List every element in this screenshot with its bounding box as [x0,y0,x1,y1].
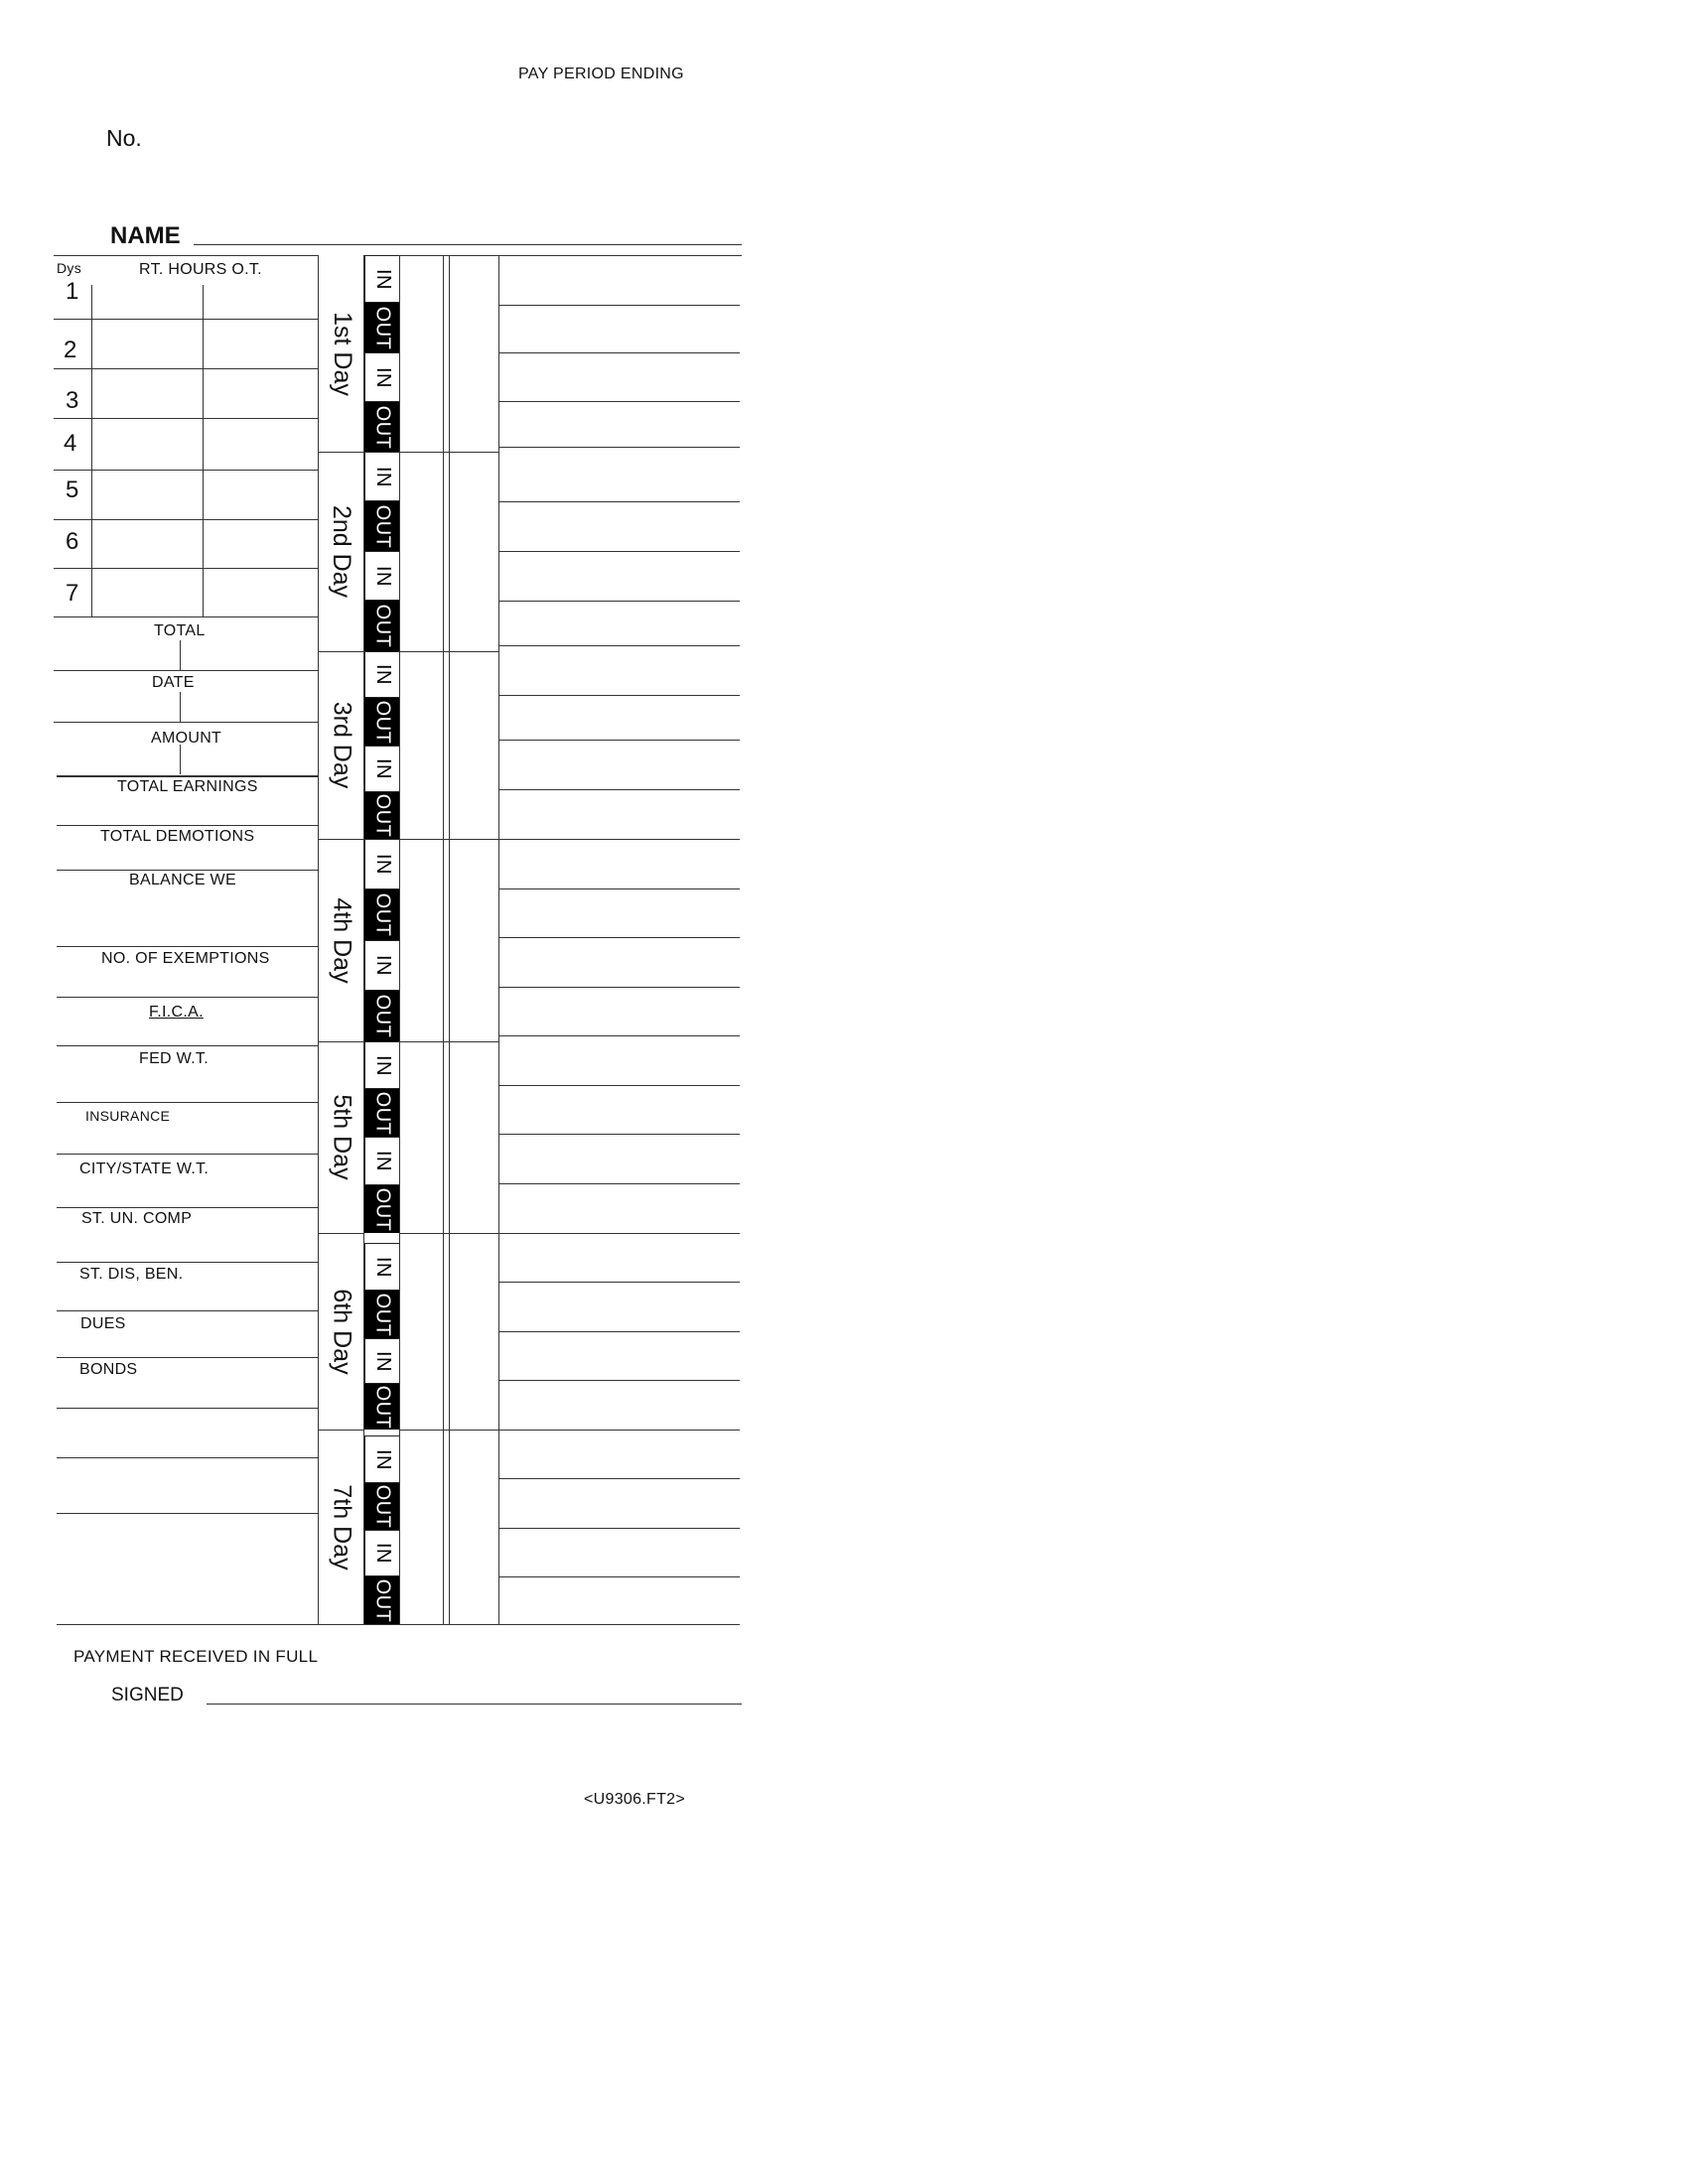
time-column-border [443,255,444,1624]
hours-row-line [54,616,318,617]
punch-out-slot: OUT [364,1384,400,1430]
deduction-city-state-wt: CITY/STATE W.T. [79,1160,210,1177]
time-day-separator [399,651,498,652]
time-day-separator [399,452,498,453]
day-label-5 [320,1041,363,1233]
hours-divider-mid [203,285,204,616]
hours-row-line [54,519,318,520]
deduction-line [57,825,318,826]
ruled-line [498,987,740,988]
ruled-line [498,740,740,741]
time-day-separator [399,1041,498,1042]
ruled-line [498,695,740,696]
ruled-line [498,1035,740,1036]
ruled-line [498,1331,740,1332]
name-field-line[interactable] [194,244,742,245]
day-label-text: 3rd Day [328,701,356,789]
ruled-line [498,789,740,790]
day-number-3: 3 [66,387,79,414]
punch-in-slot: IN [364,551,400,601]
ruled-line [498,352,740,353]
ruled-line [498,551,740,552]
pay-period-ending-label: PAY PERIOD ENDING [518,66,684,82]
day-label-text: 1st Day [328,311,356,396]
deduction-line [57,1207,318,1208]
amount-row-line [57,775,318,777]
punch-in-slot: IN [364,1435,400,1483]
punch-out-slot: OUT [364,402,400,452]
deduction-line [57,1457,318,1458]
punch-out-slot: OUT [364,1483,400,1530]
number-label: No. [106,125,142,151]
day-number-1: 1 [66,278,79,305]
signed-label: SIGNED [111,1685,184,1706]
deduction-line [57,1045,318,1046]
deduction-line [57,1310,318,1311]
day-label-text: 4th Day [328,896,356,984]
ruled-line [498,1134,740,1135]
deduction-insurance: INSURANCE [85,1108,171,1124]
ruled-line [498,447,740,448]
deduction-no-of-exemptions: NO. OF EXEMPTIONS [101,950,270,967]
time-day-separator [399,1430,498,1431]
punch-out-slot: OUT [364,889,400,940]
deduction-bonds: BONDS [79,1361,138,1378]
deduction-line [57,870,318,871]
date-divider [180,692,181,722]
form-code: <U9306.FT2> [584,1791,686,1808]
hours-row-line [54,418,318,419]
grid-bottom-border [57,1624,740,1625]
day-label-text: 7th Day [328,1483,356,1570]
deduction-line [57,1262,318,1263]
deduction-line [57,946,318,947]
day-label-text: 2nd Day [328,504,356,599]
punch-in-slot: IN [364,1530,400,1576]
punch-in-slot: IN [364,255,400,303]
punch-out-slot: OUT [364,501,400,551]
ruled-line [498,1380,740,1381]
total-divider [180,640,181,670]
punch-out-slot: OUT [364,1291,400,1338]
punch-out-slot: OUT [364,303,400,352]
hours-row-line [54,470,318,471]
day-number-2: 2 [64,337,77,363]
total-label: TOTAL [154,622,206,639]
ruled-line [498,1478,740,1479]
punch-out-slot: OUT [364,698,400,746]
time-day-separator [399,1233,498,1234]
ruled-line [498,839,740,840]
deduction-line [57,1513,318,1514]
date-row-line [54,722,318,723]
day-label-6 [320,1233,363,1430]
day-number-4: 4 [64,430,77,457]
ruled-line [498,501,740,502]
day-separator [318,1233,364,1234]
day-number-5: 5 [66,477,79,503]
punch-in-slot: IN [364,352,400,402]
punch-out-slot: OUT [364,792,400,839]
ruled-line [498,1233,740,1234]
day-label-3 [320,651,363,839]
date-label: DATE [152,674,195,691]
punch-out-slot: OUT [364,1185,400,1233]
day-separator [318,839,364,840]
punch-in-slot: IN [364,651,400,698]
day-separator [318,1041,364,1042]
day-number-7: 7 [66,580,79,607]
deduction-line [57,1408,318,1409]
day-label-text: 6th Day [328,1288,356,1375]
deduction-fed-wt: FED W.T. [139,1050,209,1067]
total-row-line [54,670,318,671]
day-label-1 [320,255,363,452]
day-label-2 [320,452,363,651]
time-column-border [449,255,450,1624]
ruled-line [498,1282,740,1283]
punch-out-slot: OUT [364,1089,400,1137]
ruled-line [498,401,740,402]
ruled-line [498,1183,740,1184]
days-header: Dys [57,260,82,276]
ruled-line [498,1576,740,1577]
punch-in-slot: IN [364,839,400,889]
deduction-st-un-comp: ST. UN. COMP [81,1210,193,1227]
ruled-line [498,305,740,306]
day-number-6: 6 [66,528,79,555]
hours-row-line [54,368,318,369]
deduction-line [57,997,318,998]
time-column-border [399,255,400,1624]
deduction-total-earnings: TOTAL EARNINGS [117,778,258,795]
grid-top-border [54,255,318,256]
rt-hours-ot-header: RT. HOURS O.T. [139,261,262,278]
day-label-4 [320,839,363,1041]
day-column-left-border [318,255,319,1624]
punch-in-slot: IN [364,1243,400,1291]
name-label: NAME [110,222,181,249]
time-column-border [498,255,499,1624]
hours-row-line [54,568,318,569]
ruled-line [498,937,740,938]
punch-in-slot: IN [364,452,400,501]
punch-out-slot: OUT [364,1576,400,1624]
ruled-line [498,1085,740,1086]
deduction-st-dis-ben: ST. DIS, BEN. [79,1266,184,1283]
ruled-line [498,645,740,646]
hours-row-line [54,319,318,320]
punch-in-slot: IN [364,1137,400,1185]
ruled-line [498,1430,740,1431]
amount-divider [180,745,181,774]
day-label-7 [320,1430,363,1624]
hours-divider-left [91,285,92,616]
day-separator [318,651,364,652]
day-label-text: 5th Day [328,1094,356,1180]
punch-in-slot: IN [364,1041,400,1089]
deduction-dues: DUES [80,1315,126,1332]
deduction-line [57,1102,318,1103]
deduction-line [57,1357,318,1358]
time-day-separator [399,839,498,840]
grid-top-border-right [399,255,742,256]
deduction-balance-we: BALANCE WE [129,872,236,888]
day-separator [318,452,364,453]
deduction-line [57,1154,318,1155]
deduction-total-demotions: TOTAL DEMOTIONS [100,828,255,845]
amount-label: AMOUNT [151,730,222,747]
punch-in-slot: IN [364,940,400,991]
punch-in-slot: IN [364,746,400,792]
ruled-line [498,1528,740,1529]
payment-received-label: PAYMENT RECEIVED IN FULL [73,1647,319,1666]
punch-out-slot: OUT [364,991,400,1041]
punch-out-slot: OUT [364,601,400,651]
signature-line[interactable] [207,1704,742,1705]
punch-in-slot: IN [364,1338,400,1384]
ruled-line [498,601,740,602]
ruled-line [498,888,740,889]
deduction-fica: F.I.C.A. [149,1004,204,1021]
day-separator [318,1430,364,1431]
